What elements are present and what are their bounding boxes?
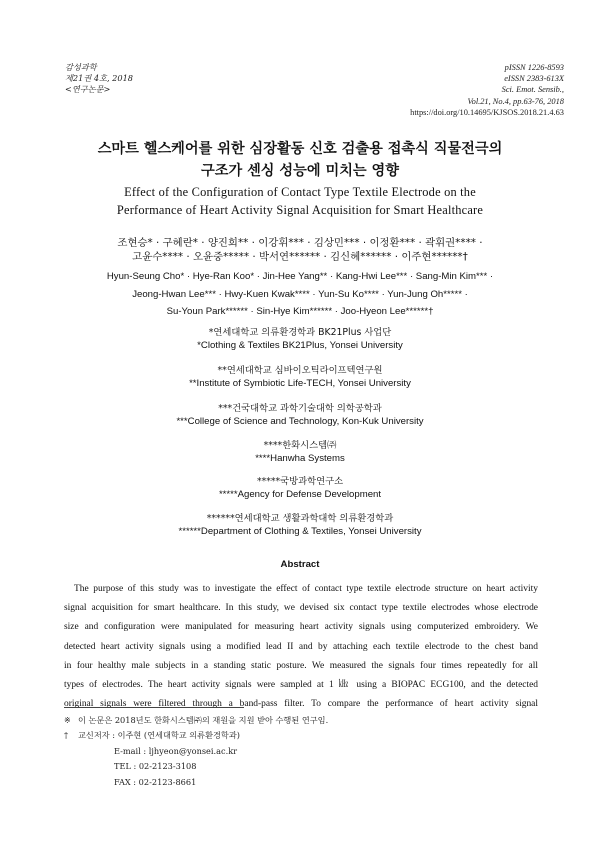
affiliation-ko: *****국방과학연구소: [256, 476, 344, 487]
affiliation-ko: **연세대학교 심바이오틱라이프텍연구원: [217, 365, 383, 376]
affiliation-en: *Clothing & Textiles BK21Plus, Yonsei University: [197, 340, 403, 351]
abstract-body: [64, 580, 538, 714]
contact-email: E-mail : ljhyeon@yonsei.ac.kr: [114, 745, 238, 756]
affiliation-ko: ****한화시스템㈜: [263, 440, 337, 451]
journal-name-en: Sci. Emot. Sensib.,: [501, 85, 564, 95]
authors-ko-line: 조현승* · 구혜란* · 양진희** · 이강휘*** · 김상민*** · 이정환*** · 곽휘권**** ·: [117, 237, 483, 249]
abstract-line: types of electrodes. The heart activity signals were sampled at 1 ㎑ using a BIOPAC ECG100, and the detected: [64, 679, 538, 690]
eissn: eISSN 2383-613X: [504, 74, 564, 84]
abstract-line: The purpose of this study was to investigate the effect of contact type textile electrode structure on heart activity: [74, 584, 538, 594]
contact-tel: TEL : 02-2123-3108: [114, 761, 197, 772]
affiliation-1: [0, 326, 600, 352]
corresponding-author-text: 교신저자 : 이주현 (연세대학교 의류환경학과): [78, 730, 240, 741]
affiliation-2: [0, 364, 600, 390]
note-mark-icon: ※: [64, 715, 71, 725]
affiliation-en: *****Agency for Defense Development: [218, 489, 382, 500]
authors-en-line: Su-Youn Park****** · Sin-Hye Kim****** · Joo-Hyeon Lee******†: [166, 306, 434, 318]
authors-ko-line: 고윤수**** · 오윤중***** · 박서연****** · 김신혜****** · 이주현******†: [132, 251, 468, 263]
affiliation-en: **Institute of Symbiotic Life-TECH, Yonsei University: [189, 378, 411, 389]
abstract-line: detected heart activity signals using a modified lead II and by attaching each textile electrode to the chest band: [64, 641, 538, 652]
affiliation-en: ***College of Science and Technology, Kon-Kuk University: [176, 416, 424, 427]
journal-header-left: [65, 62, 133, 96]
title-en-line: Effect of the Configuration of Contact Type Textile Electrode on the: [124, 185, 476, 199]
pissn: pISSN 1226-8593: [504, 63, 564, 72]
journal-name-ko: 감성과학: [65, 62, 97, 72]
doi-link[interactable]: https://doi.org/10.14695/KJSOS.2018.21.4.63: [410, 107, 564, 117]
authors-korean: [0, 236, 600, 264]
footnotes: [64, 713, 328, 790]
corresponding-author: [64, 728, 328, 743]
abstract-heading: Abstract: [280, 559, 320, 570]
title-english: [0, 183, 600, 219]
article-type-ko: <연구논문>: [65, 84, 111, 95]
journal-header-right: [410, 62, 564, 118]
title-ko-line: 구조가 센싱 성능에 미치는 영향: [201, 163, 399, 179]
funding-note-text: 이 논문은 2018년도 한화시스템㈜의 재원을 지원 받아 수행된 연구임.: [78, 715, 329, 725]
abstract-line: size and configuration were manipulated for measuring heart activity signals using computerized embroidery. We: [64, 622, 538, 633]
authors-en-line: Jeong-Hwan Lee*** · Hwy-Kuen Kwak**** · Yun-Su Ko**** · Yun-Jung Oh***** ·: [132, 288, 468, 300]
affiliation-ko: ******연세대학교 생활과학대학 의류환경학과: [206, 513, 394, 524]
footnote-divider: [64, 707, 244, 708]
dagger-icon: †: [64, 730, 69, 741]
affiliation-6: [0, 512, 600, 538]
title-korean: [0, 138, 600, 182]
abstract-line: signal acquisition for smart healthcare. In this study, we devised six contact type textile electrodes whose electrode: [64, 603, 538, 614]
journal-volume-en: Vol.21, No.4, pp.63-76, 2018: [467, 96, 564, 106]
title-en-line: Performance of Heart Activity Signal Acquisition for Smart Healthcare: [116, 203, 484, 217]
affiliation-ko: *연세대학교 의류환경학과 BK21Plus 사업단: [208, 327, 392, 338]
affiliation-4: [0, 439, 600, 465]
abstract-line: in four healthy male subjects in a standing static posture. We measured the signals four times repeatedly for all: [64, 660, 538, 671]
affiliation-3: [0, 402, 600, 428]
journal-volume-ko: 제21권 4호, 2018: [65, 73, 133, 84]
abstract-line: original signals were filtered through a band-pass filter. To compare the performance of heart activity signal: [64, 699, 538, 710]
contact-fax: FAX : 02-2123-8661: [114, 776, 197, 787]
affiliation-ko: ***건국대학교 과학기술대학 의학공학과: [218, 403, 382, 414]
funding-note: [64, 713, 328, 728]
authors-english: [0, 268, 600, 321]
title-ko-line: 스마트 헬스케어를 위한 심장활동 신호 검출용 접촉식 직물전극의: [97, 141, 503, 157]
affiliation-en: ****Hanwha Systems: [255, 453, 345, 464]
affiliation-en: ******Department of Clothing & Textiles, Yonsei University: [178, 526, 422, 537]
affiliation-5: [0, 475, 600, 501]
authors-en-line: Hyun-Seung Cho* · Hye-Ran Koo* · Jin-Hee Yang** · Kang-Hwi Lee*** · Sang-Min Kim*** ·: [106, 271, 494, 282]
